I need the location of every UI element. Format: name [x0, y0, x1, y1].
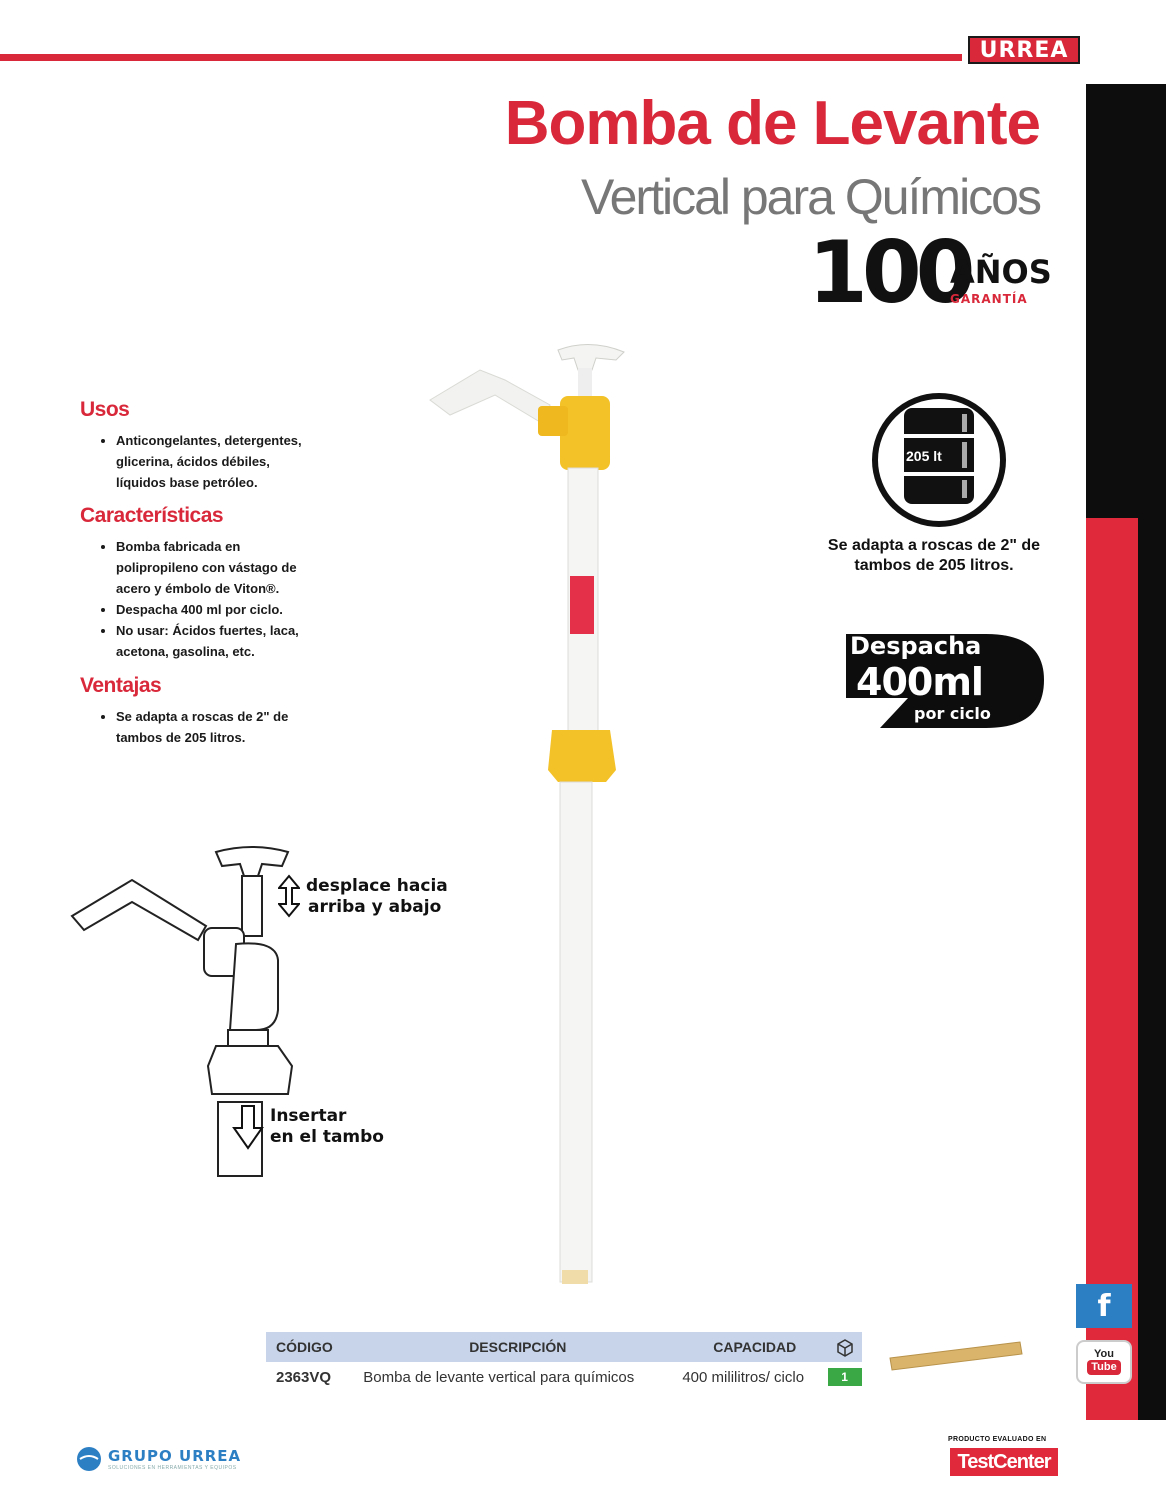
- section-caracteristicas: [80, 504, 320, 662]
- usos-list: [80, 430, 320, 493]
- table-row: [266, 1362, 862, 1392]
- label-sticker: [570, 576, 594, 634]
- drum-label: 205 lt: [906, 448, 942, 464]
- stick-accessory-image: [888, 1338, 1024, 1374]
- cell-description: Bomba de levante vertical para químicos: [363, 1368, 635, 1386]
- section-usos: [80, 398, 320, 493]
- section-ventajas: [80, 674, 320, 748]
- dispense-value: 400ml: [856, 660, 983, 704]
- testcenter-logo: TestCenter: [950, 1448, 1058, 1476]
- caracteristicas-list: [80, 536, 320, 662]
- section-title: Características: [80, 504, 224, 527]
- header-rule: [0, 54, 962, 61]
- diagram-label-move-1: desplace hacia: [306, 876, 448, 896]
- header-code: CÓDIGO: [276, 1339, 333, 1355]
- header-capacity: CAPACIDAD: [713, 1339, 797, 1355]
- globe-icon: [76, 1446, 102, 1472]
- header-description: DESCRIPCIÓN: [469, 1339, 567, 1355]
- list-item: • Se adapta a roscas de 2" de tambos de 205 litros.: [116, 706, 320, 748]
- facebook-icon[interactable]: f: [1076, 1284, 1132, 1328]
- cell-pack: 1: [828, 1368, 862, 1386]
- warranty-number: 100: [808, 223, 970, 323]
- testcenter-caption: PRODUCTO EVALUADO EN: [948, 1436, 1047, 1443]
- drum-caption: Se adapta a roscas de 2" de tambos de 205 litros.: [827, 537, 1041, 574]
- grupo-name: GRUPO URREA: [108, 1447, 242, 1465]
- box-icon: [827, 1337, 862, 1357]
- grupo-urrea-logo: [76, 1446, 241, 1472]
- section-title: Ventajas: [80, 674, 162, 697]
- youtube-bottom-text: Tube: [1087, 1360, 1120, 1374]
- list-item: • Anticongelantes, detergentes, glicerina, ácidos débiles, líquidos base petróleo.: [116, 430, 320, 493]
- down-arrow-icon: [232, 1104, 264, 1150]
- list-item: • No usar: Ácidos fuertes, laca, acetona, gasolina, etc.: [116, 620, 320, 662]
- dispense-word: Despacha: [850, 632, 982, 660]
- page-title: Bomba de Levante: [504, 89, 1040, 158]
- table-header: [266, 1332, 862, 1362]
- page-subtitle: Vertical para Químicos: [581, 169, 1040, 225]
- cell-capacity: 400 mililitros/ ciclo: [682, 1368, 805, 1386]
- spec-table: [266, 1332, 862, 1392]
- list-item: • Bomba fabricada en polipropileno con vástago de acero y émbolo de Viton®.: [116, 536, 320, 599]
- youtube-top-text: You: [1094, 1348, 1114, 1361]
- cell-code: 2363VQ: [276, 1368, 332, 1386]
- warranty-sub: GARANTÍA: [950, 292, 1028, 306]
- diagram-label-insert-2: en el tambo: [270, 1127, 384, 1147]
- diagram-label-move-2: arriba y abajo: [308, 897, 442, 917]
- list-item: • Despacha 400 ml por ciclo.: [116, 599, 320, 620]
- warranty-word: AÑOS: [950, 253, 1052, 291]
- diagram-label-insert-1: Insertar: [270, 1106, 347, 1126]
- pump-product-image: [410, 330, 660, 1300]
- ventajas-list: [80, 706, 320, 748]
- youtube-icon[interactable]: [1076, 1340, 1132, 1384]
- grupo-tagline: SOLUCIONES EN HERRAMIENTAS Y EQUIPOS: [108, 1465, 237, 1471]
- dispense-sub: por ciclo: [914, 704, 991, 723]
- urrea-logo: URREA: [968, 36, 1080, 64]
- section-title: Usos: [80, 398, 130, 421]
- up-down-arrow-icon: [278, 874, 300, 918]
